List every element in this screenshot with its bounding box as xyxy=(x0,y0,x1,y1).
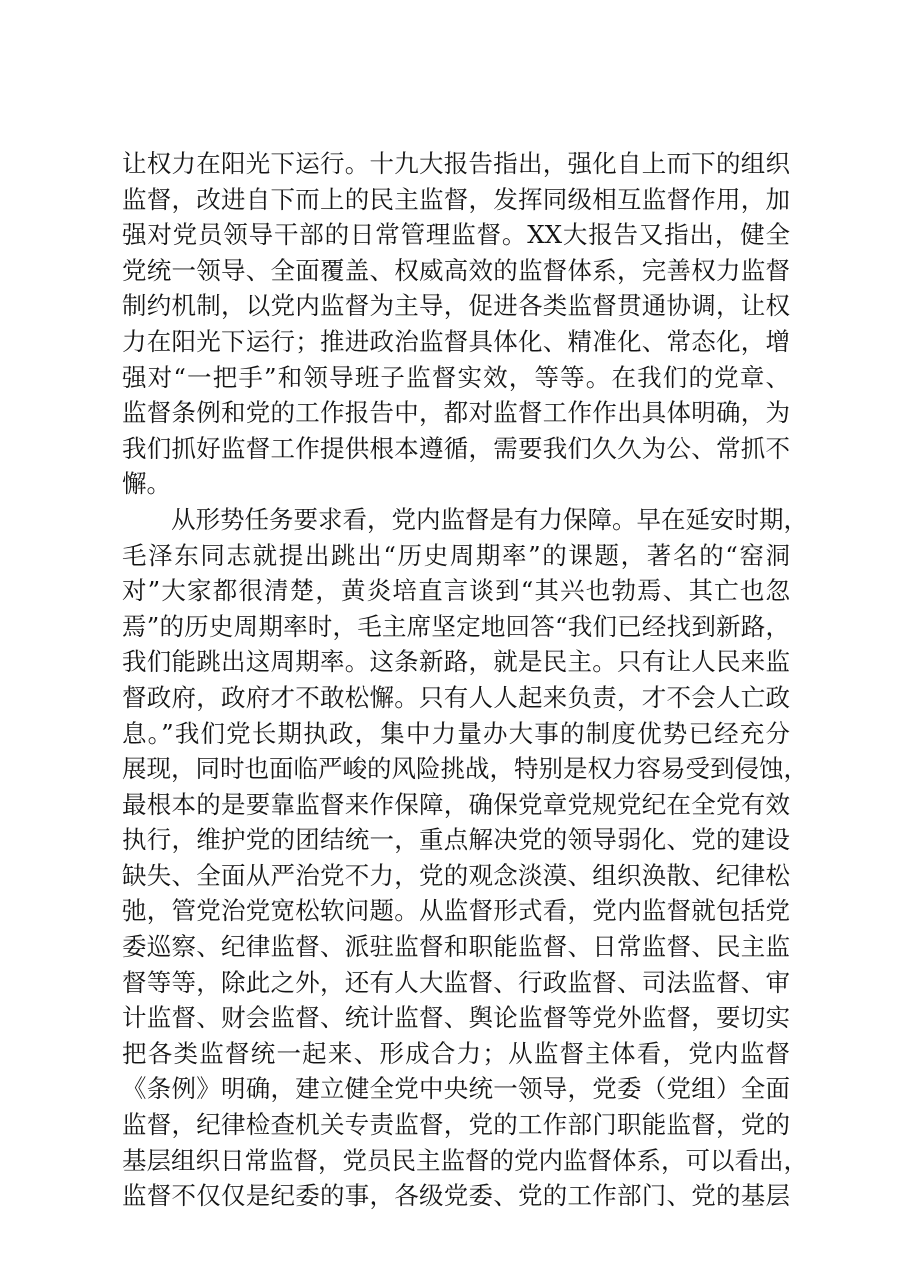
text-line: 缺失、全面从严治党不力，党的观念淡漠、组织涣散、纪律松 xyxy=(122,860,790,890)
text-line: 监督，改进自下而上的民主监督，发挥同级相互监督作用，加 xyxy=(122,184,790,214)
text-line: 我们能跳出这周期率。这条新路，就是民主。只有让人民来监 xyxy=(122,647,790,677)
body-text xyxy=(122,146,808,1214)
text-line: 基层组织日常监督，党员民主监督的党内监督体系，可以看出， xyxy=(122,1145,808,1175)
text-line: 最根本的是要靠监督来作保障，确保党章党规党纪在全党有效 xyxy=(122,789,790,819)
text-line: 让权力在阳光下运行。十九大报告指出，强化自上而下的组织 xyxy=(122,149,790,178)
text-line: 弛，管党治党宽松软问题。从监督形式看，党内监督就包括党 xyxy=(122,896,790,926)
text-line: 《条例》明确，建立健全党中央统一领导，党委（党组）全面 xyxy=(122,1074,790,1104)
paragraph-first-line: 从形势任务要求看，党内监督是有力保障。早在延安时期， xyxy=(171,504,808,534)
text-line: 力在阳光下运行；推进政治监督具体化、精准化、常态化，增 xyxy=(122,326,790,356)
text-line: 我们抓好监督工作提供根本遵循，需要我们久久为公、常抓不 xyxy=(122,433,790,463)
text-line: 计监督、财会监督、统计监督、舆论监督等党外监督，要切实 xyxy=(122,1003,790,1033)
text-line: 对”大家都很清楚，黄炎培直言谈到“其兴也勃焉、其亡也忽 xyxy=(122,576,790,606)
text-line: 懈。 xyxy=(122,469,171,499)
text-line: 把各类监督统一起来、形成合力；从监督主体看，党内监督 xyxy=(122,1038,790,1068)
text-line: 督等等，除此之外，还有人大监督、行政监督、司法监督、审 xyxy=(122,967,790,997)
text-line: 监督，纪律检查机关专责监督，党的工作部门职能监督，党的 xyxy=(122,1110,790,1140)
text-line: 委巡察、纪律监督、派驻监督和职能监督、日常监督、民主监 xyxy=(122,932,790,962)
text-line: 党统一领导、全面覆盖、权威高效的监督体系，完善权力监督 xyxy=(122,255,790,285)
text-line: 息。”我们党长期执政，集中力量办大事的制度优势已经充分 xyxy=(122,718,790,748)
text-line: 监督条例和党的工作报告中，都对监督工作作出具体明确，为 xyxy=(122,398,790,428)
text-line: 焉”的历史周期率时，毛主席坚定地回答“我们已经找到新路， xyxy=(122,611,790,641)
text-line: 强对“一把手”和领导班子监督实效，等等。在我们的党章、 xyxy=(122,362,790,392)
text-line: 执行，维护党的团结统一，重点解决党的领导弱化、党的建设 xyxy=(122,825,790,855)
text-line: 毛泽东同志就提出跳出“历史周期率”的课题，著名的“窑洞 xyxy=(122,540,790,570)
text-line: 展现，同时也面临严峻的风险挑战，特别是权力容易受到侵蚀， xyxy=(122,754,808,784)
text-line: 制约机制，以党内监督为主导，促进各类监督贯通协调，让权 xyxy=(122,291,790,321)
text-line: 督政府，政府才不敢松懈。只有人人起来负责，才不会人亡政 xyxy=(122,682,790,712)
text-line: 强对党员领导干部的日常管理监督。XX大报告又指出，健全 xyxy=(122,220,790,250)
text-line: 监督不仅仅是纪委的事，各级党委、党的工作部门、党的基层 xyxy=(122,1181,790,1211)
